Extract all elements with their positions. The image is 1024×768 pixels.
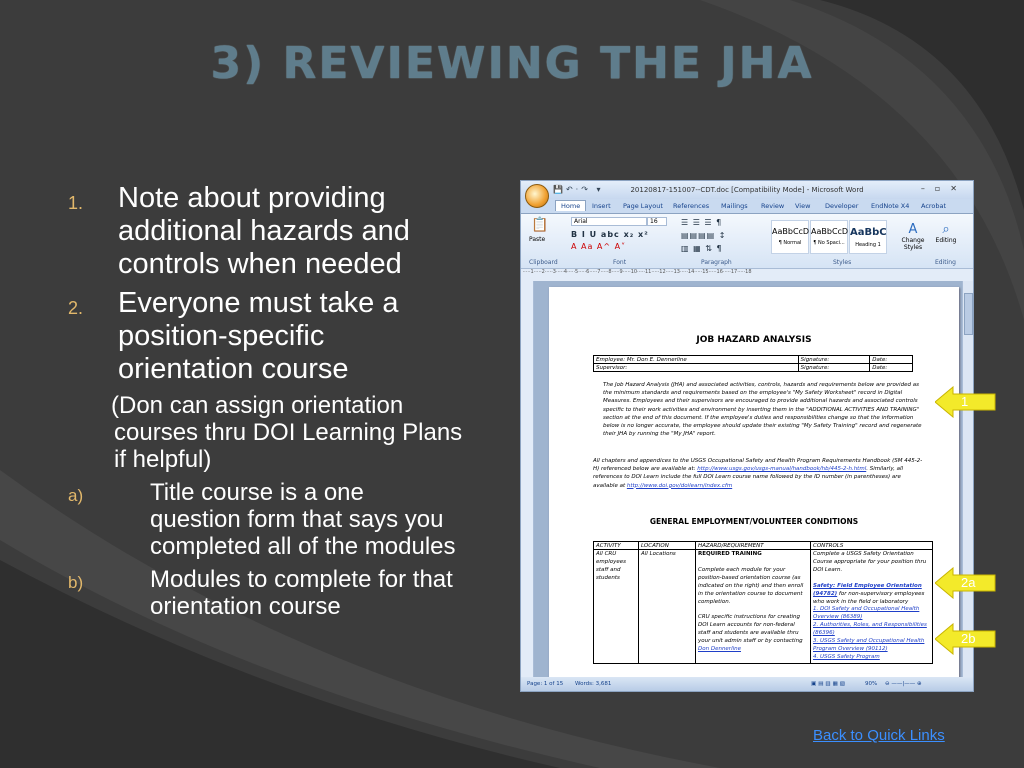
module-link[interactable]: 4. USGS Safety Program (813, 653, 880, 660)
table-row (594, 550, 933, 664)
change-styles-button[interactable] (899, 222, 927, 251)
zoom-level[interactable]: 90% (865, 681, 878, 687)
tab-view[interactable]: View (795, 202, 811, 210)
table-row (594, 356, 913, 364)
callout-label: 2a (961, 575, 976, 590)
editing-button[interactable] (931, 222, 961, 244)
col-controls: CONTROLS (811, 542, 933, 550)
info-employee: Employee: Mr. Don E. Dennerline (594, 356, 799, 364)
zoom-slider[interactable]: ⊖ ——|—— ⊕ (885, 681, 922, 687)
info-date: Date: (870, 356, 913, 364)
document-area[interactable] (521, 281, 976, 677)
alignment-icons[interactable]: ▤▤▤▤ ↕ (681, 231, 727, 240)
paste-icon[interactable]: 📋 (531, 217, 550, 233)
binoculars-icon: ⌕ (942, 222, 950, 237)
sub-list-text: Modules to complete for that orientation course (150, 566, 453, 620)
hazard-text-2 (698, 614, 808, 654)
col-location: LOCATION (639, 542, 696, 550)
list-item (68, 287, 468, 386)
list-item (68, 182, 468, 281)
font-size-box[interactable]: 16 (647, 217, 667, 226)
col-activity: ACTIVITY (594, 542, 639, 550)
handbook-link[interactable]: http://www.usgs.gov/usgs-manual/handbook/hb/445-2-h.html (697, 466, 867, 473)
ribbon (521, 213, 973, 268)
sub-list-item (68, 566, 468, 620)
group-font: Font (613, 259, 627, 266)
module-link[interactable]: 3. USGS Safety and Occupational Health Program Overview (90112) (813, 638, 925, 652)
hazard-text-2-body: CRU specific instructions for creating DOI Learn accounts for non-federal staff and students are available thru your unit admin staff or by contacting (698, 614, 803, 645)
font-format-icons[interactable]: B I U abc x₂ x² (571, 230, 649, 239)
office-button-icon[interactable] (525, 184, 549, 208)
tab-endnote[interactable]: EndNote X4 (871, 202, 910, 210)
tab-acrobat[interactable]: Acrobat (921, 202, 947, 210)
style-name: ¶ Normal (778, 240, 802, 246)
cell-controls (811, 550, 933, 664)
callout-arrow-2b (935, 623, 997, 655)
paste-label: Paste (529, 236, 546, 243)
chapters-text-2: . Similarly, all references to DOI Learn include the full DOI Learn course name followed by the ID number (in parentheses) are available at (593, 466, 904, 489)
group-clipboard: Clipboard (529, 259, 558, 266)
editing-label: Editing (935, 237, 957, 244)
style-no-spacing[interactable] (810, 220, 848, 254)
module-link[interactable]: 2. Authorities, Roles, and Responsibilities (86396) (813, 622, 927, 637)
module-link[interactable]: 1. DOI Safety and Occupational Health Overview (86389) (813, 606, 920, 621)
document-page[interactable] (549, 287, 959, 687)
info-signature: Signature: (798, 364, 870, 372)
group-paragraph: Paragraph (701, 259, 732, 266)
horizontal-ruler[interactable]: ·····1·····2·····3·····4·····5·····6·····7·····8·····9·····10·····11·····12·····13·····14·····15·····16·····17·····18 (521, 268, 973, 282)
change-styles-label: Change Styles (901, 237, 925, 251)
slide-title: 3) REVIEWING THE JHA (210, 38, 814, 89)
ribbon-tabs (521, 199, 973, 213)
style-sample: AaBbCcD (772, 227, 810, 236)
style-normal[interactable] (771, 220, 809, 254)
info-table (593, 355, 913, 372)
tab-home[interactable]: Home (555, 200, 586, 211)
list-text: Note about providing additional hazards and controls when needed (118, 182, 410, 280)
tab-references[interactable]: References (673, 202, 710, 210)
hazard-text-1: Complete each module for your position-based orientation course (as indicated on the right) and then enroll in the orientation course to document completion. (698, 566, 804, 605)
tab-developer[interactable]: Developer (825, 202, 859, 210)
info-supervisor: Supervisor: (594, 364, 799, 372)
note-text: (Don can assign orientation courses thru DOI Learning Plans if helpful) (111, 392, 463, 473)
cell-activity: All CRU employees staff and students (594, 550, 639, 664)
paragraph-icons[interactable]: ☰ ☰ ☰ ¶ (681, 218, 723, 227)
group-editing: Editing (935, 259, 956, 266)
contact-link[interactable]: Don Dennerline (698, 646, 741, 653)
shading-icons[interactable]: ▥ ▦ ⇅ ¶ (681, 244, 723, 253)
controls-text-1: Complete a USGS Safety Orientation Course appropriate for your position thru DOI Learn. (813, 551, 927, 573)
quick-access-toolbar[interactable]: 💾↶·↷ ▾ (553, 185, 604, 194)
window-controls[interactable]: –▫✕ (920, 184, 967, 193)
cell-hazard (696, 550, 811, 664)
list-number: 2. (68, 298, 84, 318)
tab-page-layout[interactable]: Page Layout (623, 202, 663, 210)
group-styles: Styles (833, 259, 852, 266)
status-words[interactable]: Words: 3,681 (575, 681, 612, 687)
callout-arrow-2a (935, 567, 997, 599)
change-styles-icon: A (908, 222, 918, 237)
style-name: ¶ No Spaci... (813, 240, 845, 246)
controls-text-2 (813, 583, 930, 607)
controls-text-2-body: for non-supervisory employees who work in the field or laboratory (813, 590, 925, 605)
font-color-icons[interactable]: A Aa A^ A˅ (571, 242, 627, 251)
font-name-box[interactable]: Arial (571, 217, 647, 226)
table-header-row (594, 542, 933, 550)
callout-label: 2b (961, 631, 976, 646)
window-title: 20120817-151007--CDT.doc [Compatibility Mode] - Microsoft Word (630, 186, 864, 194)
style-sample: AaBbC (850, 227, 887, 238)
hazard-title: REQUIRED TRAINING (698, 551, 762, 557)
vertical-scrollbar[interactable] (961, 281, 976, 677)
word-titlebar (521, 181, 973, 199)
info-signature: Signature: (798, 356, 870, 364)
vertical-ruler[interactable] (521, 281, 534, 677)
tab-review[interactable]: Review (761, 202, 785, 210)
list-text: Everyone must take a position-specific orientation course (118, 287, 399, 385)
sub-list-item (68, 479, 468, 560)
callout-arrow-1 (935, 386, 997, 418)
sub-list-letter: b) (68, 573, 84, 592)
table-row (594, 364, 913, 372)
view-buttons[interactable]: ▣▤▥▦▧ (811, 681, 847, 687)
tab-mailings[interactable]: Mailings (721, 202, 748, 210)
callout-label: 1 (961, 394, 969, 409)
tab-insert[interactable]: Insert (592, 202, 611, 210)
section-heading: GENERAL EMPLOYMENT/VOLUNTEER CONDITIONS (649, 517, 859, 526)
word-screenshot (520, 180, 974, 692)
back-to-quick-links-link[interactable]: Back to Quick Links (813, 727, 945, 744)
info-date: Date: (870, 364, 913, 372)
conditions-table (593, 541, 933, 664)
col-hazard: HAZARD/REQUIREMENT (696, 542, 811, 550)
list-number: 1. (68, 193, 84, 213)
doilearn-link[interactable]: http://www.doi.gov/doilearn/index.cfm (626, 482, 733, 489)
scroll-thumb[interactable] (964, 293, 973, 335)
intro-paragraph: The Job Hazard Analysis (JHA) and associated activities, controls, hazards and requirements below are provided as the minimum standards and requirements based on the employee's "My Safety Worksheet" record in Digital Measures. Employees and their supervisors are encouraged to provide additional hazards and associated controls specific to their work activities and environment by inserting them in the "ADDITIONAL ACTIVITIES AND TRAINING" section at the end of this document. If the employee's duties and responsibilities change so that the information below is no longer accurate, the employee should update their existing "My Safety Training" record and regenerate their JHA by running the "My JHA" report. (603, 382, 922, 438)
status-page[interactable]: Page: 1 of 15 (527, 681, 564, 687)
bullet-list (68, 182, 468, 626)
status-bar (521, 677, 973, 691)
style-sample: AaBbCcD (811, 227, 849, 236)
style-heading-1[interactable] (849, 220, 887, 254)
orientation-course-link[interactable]: Safety: Field Employee Orientation (94782) (813, 582, 922, 597)
style-name: Heading 1 (855, 242, 881, 248)
sub-list-letter: a) (68, 486, 84, 505)
doc-heading: JOB HAZARD ANALYSIS (696, 335, 812, 345)
sub-list-text: Title course is a one question form that says you completed all of the modules (150, 479, 456, 560)
chapters-paragraph (593, 457, 923, 490)
cell-location: All Locations (639, 550, 696, 664)
chapters-text-1: All chapters and appendices to the USGS Occupational Safety and Health Program Requirements Handbook (SM 445-2-H) referenced below are available at: (593, 458, 923, 473)
